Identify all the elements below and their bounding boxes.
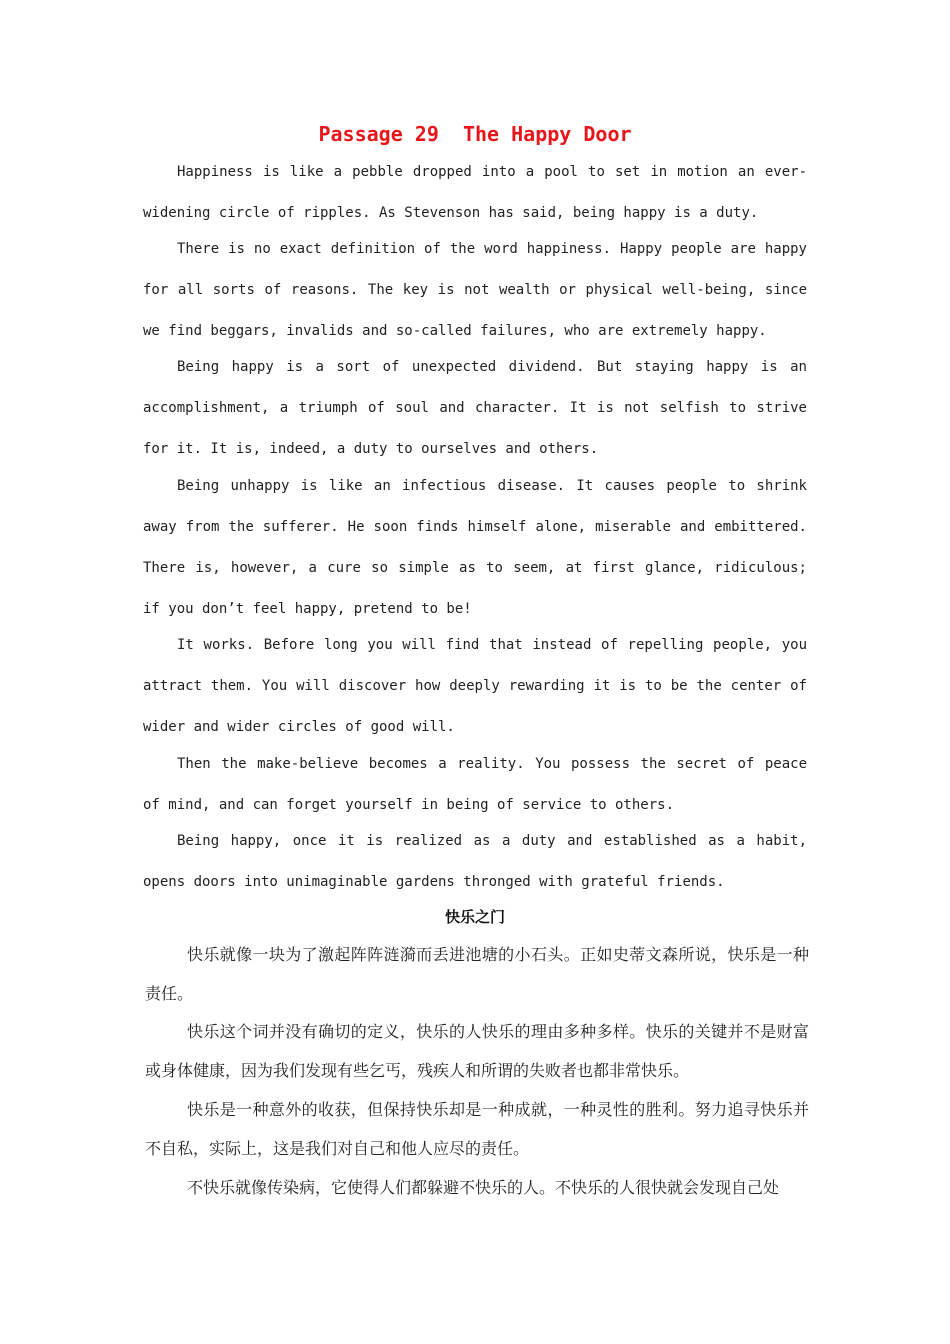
chinese-title: 快乐之门 [444, 908, 505, 926]
passage-title: Passage 29 The Happy Door [318, 122, 632, 146]
english-paragraph-6: Then the make-believe becomes a reality. You possess the secret of peace of mind, and can forget yourself in being of service to others. [143, 756, 807, 813]
english-paragraph-7: Being happy, once it is realized as a duty and established as a habit, opens doors into unimaginable gardens thronged with grateful friends. [143, 833, 807, 890]
chinese-paragraph-1: 快乐就像一块为了激起阵阵涟漪而丢进池塘的小石头。正如史蒂文森所说，快乐是一种责任。 [145, 945, 809, 1003]
chinese-paragraph-2: 快乐这个词并没有确切的定义，快乐的人快乐的理由多种多样。快乐的关键并不是财富或身体健康，因为我们发现有些乞丐，残疾人和所谓的失败者也都非常快乐。 [145, 1022, 809, 1080]
english-paragraph-1: Happiness is like a pebble dropped into a pool to set in motion an ever-widening circle of ripples. As Stevenson has said, being happy is a duty. [143, 164, 807, 221]
english-paragraph-4: Being unhappy is like an infectious disease. It causes people to shrink away from the sufferer. He soon finds himself alone, miserable and embittered. There is, however, a cure so simple as to seem, at first glance, ridiculous; if you don’t feel happy, pretend to be! [143, 478, 807, 617]
chinese-paragraph-3: 快乐是一种意外的收获，但保持快乐却是一种成就，一种灵性的胜利。努力追寻快乐并不自私，实际上，这是我们对自己和他人应尽的责任。 [145, 1100, 809, 1158]
chinese-paragraph-4: 不快乐就像传染病，它使得人们都躲避不快乐的人。不快乐的人很快就会发现自己处 [187, 1178, 780, 1197]
english-paragraph-3: Being happy is a sort of unexpected dividend. But staying happy is an accomplishment, a triumph of soul and character. It is not selfish to strive for it. It is, indeed, a duty to ourselves and others. [143, 359, 807, 457]
english-paragraph-5: It works. Before long you will find that instead of repelling people, you attract them. You will discover how deeply rewarding it is to be the center of wider and wider circles of good will. [143, 637, 807, 735]
english-paragraph-2: There is no exact definition of the word happiness. Happy people are happy for all sorts of reasons. The key is not wealth or physical well-being, since we find beggars, invalids and so-called failures, who are extremely happy. [143, 241, 807, 339]
